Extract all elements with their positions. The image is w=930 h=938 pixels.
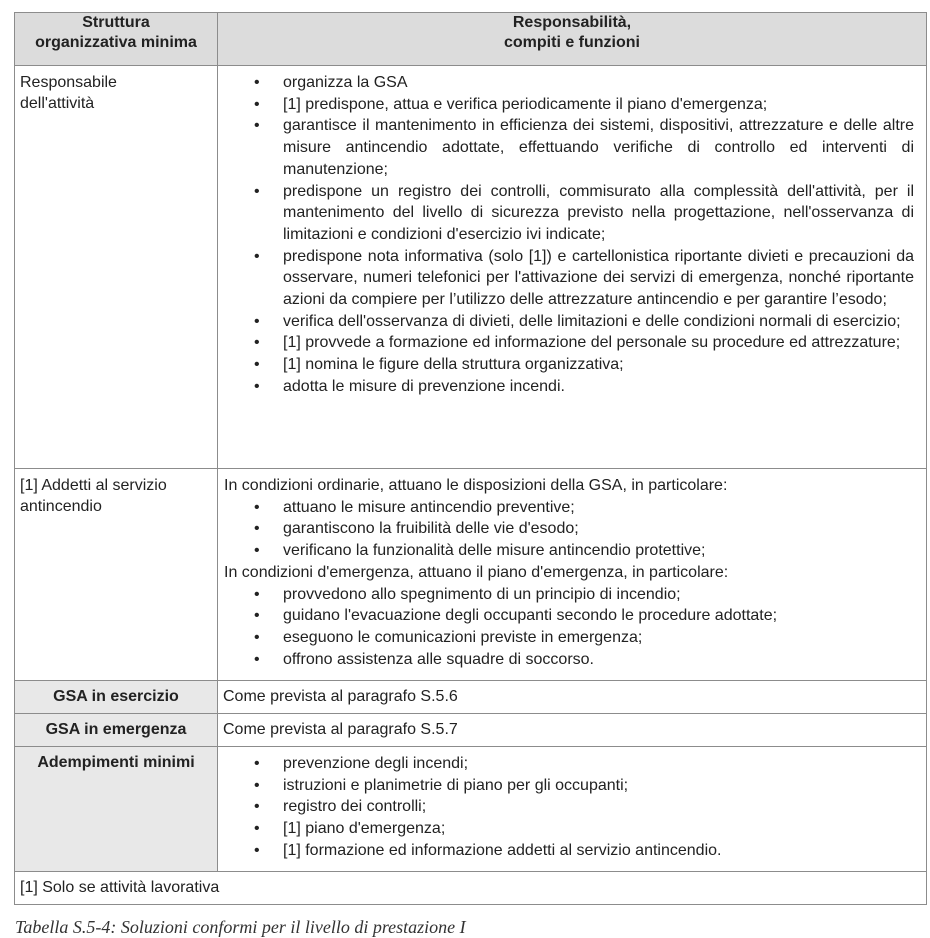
content-responsabile — [218, 66, 927, 469]
content-adempimenti — [218, 747, 927, 872]
list-item: • predispone nota informativa (solo [1]) e cartellonistica riportante divieti e precauzioni da osservare, numeri telefonici per l'attivazione dei servizi di emergenza, nonché riportante azioni da compiere per l’utilizzo delle attrezzature antincendio e per garantire l’esodo; — [224, 246, 918, 311]
ordinarie-list — [224, 497, 918, 562]
list-item: • guidano l'evacuazione degli occupanti secondo le procedure adottate; — [224, 605, 918, 627]
list-item: • registro dei controlli; — [224, 796, 918, 818]
adempimenti-list — [224, 753, 918, 862]
label-gsa-esercizio: GSA in esercizio — [15, 681, 218, 714]
row-gsa-esercizio — [15, 681, 927, 714]
list-item: • adotta le misure di prevenzione incendi. — [224, 376, 918, 398]
list-item: • garantiscono la fruibilità delle vie d'esodo; — [224, 518, 918, 540]
list-item: • offrono assistenza alle squadre di soccorso. — [224, 649, 918, 671]
emergenza-list — [224, 584, 918, 671]
value-gsa-esercizio: Come prevista al paragrafo S.5.6 — [218, 681, 927, 714]
row-gsa-emergenza — [15, 714, 927, 747]
list-item: • eseguono le comunicazioni previste in emergenza; — [224, 627, 918, 649]
label-adempimenti: Adempimenti minimi — [15, 747, 218, 872]
list-item: • prevenzione degli incendi; — [224, 753, 918, 775]
header-responsabilita: Responsabilità, compiti e funzioni — [218, 13, 927, 66]
intro-ordinarie: In condizioni ordinarie, attuano le disposizioni della GSA, in particolare: — [224, 477, 728, 494]
value-gsa-emergenza: Come prevista al paragrafo S.5.7 — [218, 714, 927, 747]
list-item: • garantisce il mantenimento in efficienza dei sistemi, dispositivi, attrezzature e delle altre misure antincendio adottate, effettuando verifiche di controllo ed interventi di manutenzione; — [224, 115, 918, 180]
list-item: • [1] nomina le figure della struttura organizzativa; — [224, 354, 918, 376]
list-item: • [1] formazione ed informazione addetti al servizio antincendio. — [224, 840, 918, 862]
footnote: [1] Solo se attività lavorativa — [15, 872, 927, 905]
list-item: • predispone un registro dei controlli, commisurato alla complessità dell'attività, per il mantenimento del livello di sicurezza previsto nella progettazione, nell'osservanza di limitazioni e condizioni d'esercizio ivi indicate; — [224, 181, 918, 246]
row-adempimenti — [15, 747, 927, 872]
list-item: • verifica dell'osservanza di divieti, delle limitazioni e delle condizioni normali di esercizio; — [224, 311, 918, 333]
table-header-row — [15, 13, 927, 66]
responsabile-list — [224, 72, 918, 398]
row-responsabile — [15, 66, 927, 469]
label-responsabile: Responsabile dell'attività — [15, 66, 218, 469]
list-item: • organizza la GSA — [224, 72, 918, 94]
list-item: • istruzioni e planimetrie di piano per gli occupanti; — [224, 775, 918, 797]
table-caption: Tabella S.5-4: Soluzioni conformi per il livello di prestazione I — [15, 917, 466, 937]
list-item: • [1] predispone, attua e verifica periodicamente il piano d'emergenza; — [224, 94, 918, 116]
list-item: • provvedono allo spegnimento di un principio di incendio; — [224, 584, 918, 606]
list-item: • [1] piano d'emergenza; — [224, 818, 918, 840]
label-gsa-emergenza: GSA in emergenza — [15, 714, 218, 747]
intro-emergenza: In condizioni d'emergenza, attuano il piano d'emergenza, in particolare: — [224, 563, 729, 581]
header-struttura: Struttura organizzativa minima — [15, 13, 218, 66]
list-item: • verificano la funzionalità delle misure antincendio protettive; — [224, 540, 918, 562]
row-footnote — [15, 872, 927, 905]
list-item: • attuano le misure antincendio preventive; — [224, 497, 918, 519]
label-addetti: [1] Addetti al servizio antincendio — [15, 469, 218, 681]
list-item: • [1] provvede a formazione ed informazione del personale su procedure ed attrezzature; — [224, 332, 918, 354]
row-addetti — [15, 469, 927, 681]
content-addetti — [218, 469, 927, 681]
gsa-table — [14, 12, 927, 905]
document-page — [14, 12, 926, 938]
